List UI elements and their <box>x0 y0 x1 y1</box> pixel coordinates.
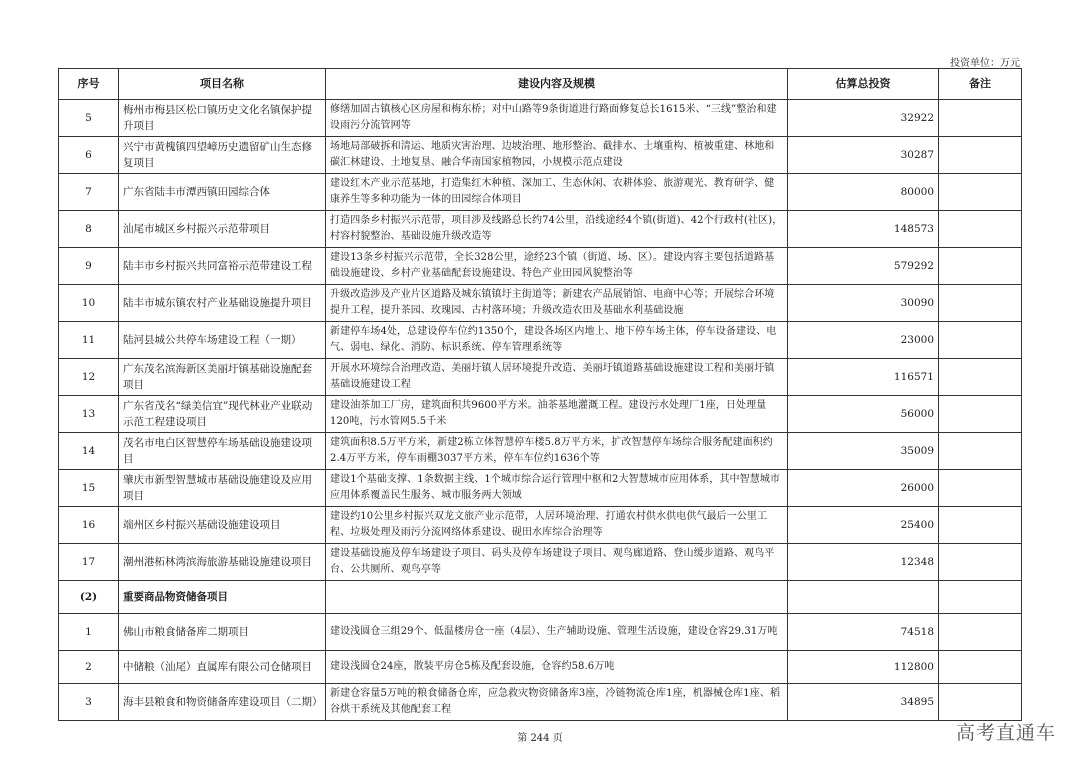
table-header-row <box>59 69 1022 100</box>
row-idx: 15 <box>59 470 119 507</box>
row-estimated-investment: 34895 <box>788 684 939 721</box>
row-remark <box>939 248 1022 285</box>
table-row <box>59 248 1022 285</box>
row-construction-content: 场地局部破拆和清运、地质灾害治理、边坡治理、地形整治、截排水、土壤重构、植被重建、林地和碳汇林建设、土地复垦、融合华南国家植物园，小规模示范点建设 <box>326 137 788 174</box>
section-idx: (2) <box>59 581 119 614</box>
table-row <box>59 544 1022 581</box>
table-row <box>59 359 1022 396</box>
row-remark <box>939 285 1022 322</box>
row-idx: 16 <box>59 507 119 544</box>
row-estimated-investment: 579292 <box>788 248 939 285</box>
row-construction-content: 新建停车场4处，总建设停车位约1350个，建设各场区内地上、地下停车场主体，停车设备建设、电气、弱电、绿化、消防、标识系统、停车管理系统等 <box>326 322 788 359</box>
header-amount: 估算总投资 <box>788 69 939 100</box>
row-project-name: 陆河县城公共停车场建设工程（一期） <box>119 322 326 359</box>
row-idx: 9 <box>59 248 119 285</box>
table-row <box>59 684 1022 721</box>
row-remark <box>939 174 1022 211</box>
row-idx: 8 <box>59 211 119 248</box>
row-remark <box>939 137 1022 174</box>
row-project-name: 广东茂名滨海新区美丽圩镇基础设施配套项目 <box>119 359 326 396</box>
row-idx: 6 <box>59 137 119 174</box>
table-row <box>59 285 1022 322</box>
row-construction-content: 建设浅圆仓三组29个、低温楼房仓一座（4层）、生产辅助设施、管理生活设施，建设仓容29.31万吨 <box>326 614 788 651</box>
row-idx: 2 <box>59 651 119 684</box>
row-idx: 14 <box>59 433 119 470</box>
row-project-name: 海丰县粮食和物资储备库建设项目（二期） <box>119 684 326 721</box>
row-idx: 13 <box>59 396 119 433</box>
row-estimated-investment: 26000 <box>788 470 939 507</box>
table-body-part-2 <box>59 614 1022 721</box>
row-remark <box>939 211 1022 248</box>
row-construction-content: 升级改造涉及产业片区道路及城东镇镇圩主街道等；新建农产品展销馆、电商中心等；开展综合环境提升工程，提升茶园、玫瑰园、古村落环境；升级改造农田及基础水利基础设施 <box>326 285 788 322</box>
section-row <box>59 581 1022 614</box>
row-construction-content: 建设13条乡村振兴示范带，全长328公里，途经23个镇（街道、场、区）。建设内容主要包括道路基础设施建设、乡村产业基础配套设施建设、特色产业田园风貌整治等 <box>326 248 788 285</box>
row-idx: 7 <box>59 174 119 211</box>
row-construction-content: 建设基础设施及停车场建设子项目、码头及停车场建设子项目、观鸟廊道路、登山缓步道路、观鸟平台、公共厕所、观鸟亭等 <box>326 544 788 581</box>
row-estimated-investment: 56000 <box>788 396 939 433</box>
row-construction-content: 建设浅圆仓24座，散装平房仓5栋及配套设施，仓容约58.6万吨 <box>326 651 788 684</box>
row-remark <box>939 396 1022 433</box>
row-estimated-investment: 32922 <box>788 100 939 137</box>
table-row <box>59 174 1022 211</box>
row-idx: 1 <box>59 614 119 651</box>
table-row <box>59 322 1022 359</box>
table-section <box>59 581 1022 614</box>
row-construction-content: 建设1个基础支撑、1条数据主线、1个城市综合运行管理中枢和2大智慧城市应用体系，其中智慧城市应用体系覆盖民生服务、城市服务两大领域 <box>326 470 788 507</box>
row-project-name: 潮州港柘林湾滨海旅游基础设施建设项目 <box>119 544 326 581</box>
row-remark <box>939 651 1022 684</box>
row-remark <box>939 614 1022 651</box>
table-row <box>59 651 1022 684</box>
row-project-name: 肇庆市新型智慧城市基础设施建设及应用项目 <box>119 470 326 507</box>
row-remark <box>939 470 1022 507</box>
row-construction-content: 建设约10公里乡村振兴双龙文旅产业示范带，人居环境治理、打通农村供水供电供气最后一公里工程、垃圾处理及雨污分流网络体系建设、砚田水库综合治理等 <box>326 507 788 544</box>
row-remark <box>939 100 1022 137</box>
row-remark <box>939 359 1022 396</box>
table-row <box>59 211 1022 248</box>
row-idx: 10 <box>59 285 119 322</box>
row-project-name: 兴宁市黄槐镇四望嶂历史遗留矿山生态修复项目 <box>119 137 326 174</box>
row-project-name: 端州区乡村振兴基础设施建设项目 <box>119 507 326 544</box>
row-estimated-investment: 148573 <box>788 211 939 248</box>
row-project-name: 广东省陆丰市潭西镇田园综合体 <box>119 174 326 211</box>
row-idx: 12 <box>59 359 119 396</box>
section-name: 重要商品物资储备项目 <box>119 581 326 614</box>
watermark: 高考直通车 <box>955 722 1056 744</box>
row-construction-content: 修缮加固古镇核心区房屋和梅东桥；对中山路等9条街道进行路面修复总长1615米、“三线”整治和建设雨污分流管网等 <box>326 100 788 137</box>
row-estimated-investment: 23000 <box>788 322 939 359</box>
row-project-name: 汕尾市城区乡村振兴示范带项目 <box>119 211 326 248</box>
row-project-name: 中储粮（汕尾）直属库有限公司仓储项目 <box>119 651 326 684</box>
row-estimated-investment: 116571 <box>788 359 939 396</box>
table-row <box>59 433 1022 470</box>
row-estimated-investment: 30090 <box>788 285 939 322</box>
row-construction-content: 建设油茶加工厂房，建筑面积共9600平方米。油茶基地灌溉工程。建设污水处理厂1座，日处理量120吨，污水管网5.5千米 <box>326 396 788 433</box>
row-project-name: 梅州市梅县区松口镇历史文化名镇保护提升项目 <box>119 100 326 137</box>
row-estimated-investment: 112800 <box>788 651 939 684</box>
row-remark <box>939 433 1022 470</box>
row-project-name: 佛山市粮食储备库二期项目 <box>119 614 326 651</box>
table-body-part-1 <box>59 100 1022 581</box>
row-project-name: 陆丰市城东镇农村产业基础设施提升项目 <box>119 285 326 322</box>
row-estimated-investment: 35009 <box>788 433 939 470</box>
investment-unit-note: 投资单位：万元 <box>950 58 1020 69</box>
row-idx: 11 <box>59 322 119 359</box>
row-idx: 5 <box>59 100 119 137</box>
row-estimated-investment: 80000 <box>788 174 939 211</box>
row-construction-content: 新建仓容量5万吨的粮食储备仓库，应急救灾物资储备库3座，冷链物流仓库1座，机器械仓库1座、稻谷烘干系统及其他配套工程 <box>326 684 788 721</box>
header-name: 项目名称 <box>119 69 326 100</box>
row-project-name: 陆丰市乡村振兴共同富裕示范带建设工程 <box>119 248 326 285</box>
header-desc: 建设内容及规模 <box>326 69 788 100</box>
row-project-name: 茂名市电白区智慧停车场基础设施建设项目 <box>119 433 326 470</box>
row-construction-content: 建筑面积8.5万平方米，新建2栋立体智慧停车楼5.8万平方米，扩改智慧停车场综合服务配建面积约2.4万平方米，停车雨棚3037平方米，停车车位约1636个等 <box>326 433 788 470</box>
header-remark: 备注 <box>939 69 1022 100</box>
table-row <box>59 137 1022 174</box>
row-idx: 17 <box>59 544 119 581</box>
row-estimated-investment: 12348 <box>788 544 939 581</box>
row-project-name: 广东省茂名“绿美信宜”现代林业产业联动示范工程建设项目 <box>119 396 326 433</box>
row-construction-content: 打造四条乡村振兴示范带，项目涉及线路总长约74公里，沿线途经4个镇(街道)、42个行政村(社区)，村容村貌整治、基础设施升级改造等 <box>326 211 788 248</box>
table-row <box>59 396 1022 433</box>
row-idx: 3 <box>59 684 119 721</box>
row-estimated-investment: 74518 <box>788 614 939 651</box>
table-row <box>59 614 1022 651</box>
row-construction-content: 建设红木产业示范基地，打造集红木种植、深加工、生态休闲、农耕体验、旅游观光、教育研学、健康养生等多种功能为一体的田园综合体项目 <box>326 174 788 211</box>
table-row <box>59 100 1022 137</box>
row-remark <box>939 322 1022 359</box>
project-table <box>58 68 1022 721</box>
row-remark <box>939 507 1022 544</box>
row-remark <box>939 544 1022 581</box>
page-number: 第 244 页 <box>517 733 563 744</box>
table-row <box>59 470 1022 507</box>
header-idx: 序号 <box>59 69 119 100</box>
row-estimated-investment: 25400 <box>788 507 939 544</box>
row-remark <box>939 684 1022 721</box>
table-row <box>59 507 1022 544</box>
row-construction-content: 开展水环境综合治理改造、美丽圩镇人居环境提升改造、美丽圩镇道路基础设施建设工程和美丽圩镇基础设施建设工程 <box>326 359 788 396</box>
row-estimated-investment: 30287 <box>788 137 939 174</box>
